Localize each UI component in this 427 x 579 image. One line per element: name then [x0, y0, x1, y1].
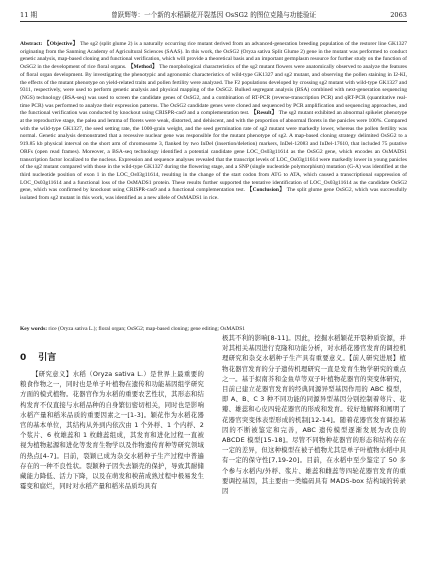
section-title: 引言 [38, 353, 57, 363]
english-abstract [20, 41, 407, 203]
page-number: 2063 [390, 11, 407, 19]
conclusion-label: 【Conclusion】 [246, 187, 286, 194]
running-header [20, 7, 407, 22]
body-paragraph: 【研究意义】水稻（Oryza sativa L.）是世界上最重要的粮食作物之一，同时也是单子叶植物在遗传和功能基因组学研究方面的模式植物。花器官作为水稻的重要农艺性状，其形态和结构发育不仅直接与水稻品种的自身繁衍密切相关，同时也是影响水稻产量和稻米品质的重要因素之一[1-3]。颖花作为水稻花器官的基本单位，其结构从外到内依次由 1 个外稃、1 个内稃、2 个浆片、6 枚雄蕊和 1 枚雌蕊组成，其发育和进化过程一直被视为植物起源和进化等发育生物学以及作物遗传育种等研究领域的热点[4-7]。目前，裂颖已成为杂交水稻种子生产过程中普遍存在的一种不良性状。裂颖种子因失去颖壳的保护，导致其耐储藏能力降低、活力下降，以及在萌发和秧苗成熟过程中极易发生霉变和腐烂，同时对水稻产量和稻米品质均具有 [20, 370, 204, 491]
body-paragraph: 极其不利的影响[8-11]。因此，挖掘水稻颖花开裂种质资源，并对其相关基因进行克隆和功能分析，对水稻花器官发育的调控机理研究和杂交水稻种子生产具有重要意义。【前人研究进展】植物花器官发育的分子遗传机理研究一直是发育生物学研究的重点之一。基于拟南芥和金鱼草等双子叶植物花器官的突变体研究，目前已建立花器官发育的经典同源异型基因作用的 ABC 模型，即 A、B、C 3 种不同功能的同源异型基因分别控制着萼片、花瓣、雄蕊和心皮四轮花器官的形成和发育。较好地解释和阐明了花器官突变体表型形成的机制[12-14]。随着花器官发育调控基因的不断被鉴定和完善，ABC 遗传模型逐渐发展为改良的 ABCDE 模型[15-18]。尽管不同物种花器官的形态和结构存在一定的差异，但这种模型在被子植物尤其是单子叶植物水稻中具有一定的保守性[7,19-20]。目前，在水稻中至少鉴定了 50 多个参与水稻内/外稃、浆片、雄蕊和雌蕊等四轮花器官发育的重要调控基因，其主要由一类编码具有 MADS-box 结构域的转录因 [222, 334, 406, 496]
conclusion-text: The split glume gene OsSG2, which was successfully isolated from sg2 mutant in this work, was identified as a new allele of OsMADS1 in rice. [20, 187, 407, 202]
keywords-text: rice (Oryza sativa L.); floral organ; OsSG2; map-based cloning; gene editing; OsMADS1 [48, 326, 246, 332]
body-column-left [20, 369, 204, 491]
result-label: 【Result】 [250, 110, 278, 117]
keywords-label: Key words: [20, 326, 48, 332]
section-number: 0 [20, 353, 27, 363]
method-text: The morphological characteristics of the sg2 mutant flowers were anatomically observed to analyze the features of floral organ development. By investigating the phenotypic and agronomic characteristics of wild-type GK1327 and sg2 mutant, and observing the pollen staining in I2-KI, the effects of the mutant phenotype on yield-related traits and pollen fertility were analyzed. The F2 populations developed by crossing sg2 mutant with wild-type GK1327 and 9311, respectively, were used to perform genetic analysis and physical mapping of the OsSG2. Bulked segregant analysis (BSA) combined with next-generation sequencing (NGS) technology (BSA-seq) was used to screen the candidate genes of OsSG2, and a combination of RT-PCR (reverse-transcription PCR) and qRT-PCR (quantitative real-time PCR) was performed to analyze their expression patterns. The OsSG2 candidate genes were cloned and sequenced by PCR amplification and sequencing approaches, and the functional verification was conducted by knockout using CRISPR-cas9 and a complementation test. [20, 64, 407, 117]
section-heading [20, 350, 56, 363]
result-text: The sg2 mutant exhibited an abnormal spikelet phenotype at the reproductive stage, the palea and lemma of florets were weak, distorted, and dehiscent, and with the proportion of abnormal florets in the panicles were 100%. Compared with the wild-type GK1327, the seed setting rate, the 1000-grain weight, and the seed germination rate of sg2 mutant were markedly lower, whereas the pollen fertility was normal. Genetic analysis demonstrated that a recessive nuclear gene was responsible for the mutant phenotype of sg2. A map-based cloning strategy delimited OsSG2 to a 919.85 kb physical interval on the short arm of chromosome 3, flanked by two InDel (insertion/deletion) markers, InDel-12083 and InDel-17610, that included 75 putative ORFs (open read frames). Moreover, a BSA-seq technology identified a potential candidate gene LOC_Os03g11614 as the OsSG2 gene, which encodes an OsMADS1 transcription factor localized to the nucleus. Expression and sequence analyses revealed that the transcript levels of LOC_Os03g11614 were markedly lower in young panicles of the sg2 mutant compared with those in the wild-type GK1327 during the flowering stage, and a SNP (single nucleotide polymorphism) mutation (G-A) was identified at the third nucleotide position of exon 1 in the LOC_Os03g11614, resulting in the change of the start codon from ATG to ATA, which caused a transcriptional suppression of LOC_Os03g11614 and a functional loss of the OsMADS1 protein. These results further supported the tentative identification of LOC_Os03g11614 as the candidate OsSG2 gene, which was confirmed by knockout using CRISPR-cas9 and a functional complementation test. [20, 110, 408, 194]
abstract-label: Abstract: [20, 41, 43, 47]
objective-label: 【Objective】 [43, 41, 79, 47]
method-label: 【Method】 [127, 64, 158, 71]
running-title: 曾跃辉等：一个新的水稻颖花开裂基因 OsSG2 的图位克隆与功能验证 [111, 11, 317, 19]
issue-number: 11 期 [20, 11, 38, 19]
body-column-right [222, 333, 406, 496]
objective-text: The sg2 (split glume 2) is a naturally occurring rice mutant derived from an advanced-generation breeding population of the restorer line GK1327 originating from the Sanming Academy of Agricultural Sciences (SAAS). In this work, the OsSG2 (Oryza sativa Split Glume 2) gene in the mutant was performed to conduct genetic analysis, map-based cloning and functional verification, which will provide a theoretical basis and an important germplasm resource for further study on the function of OsSG2 in the development of rice floral organs. [20, 41, 408, 71]
